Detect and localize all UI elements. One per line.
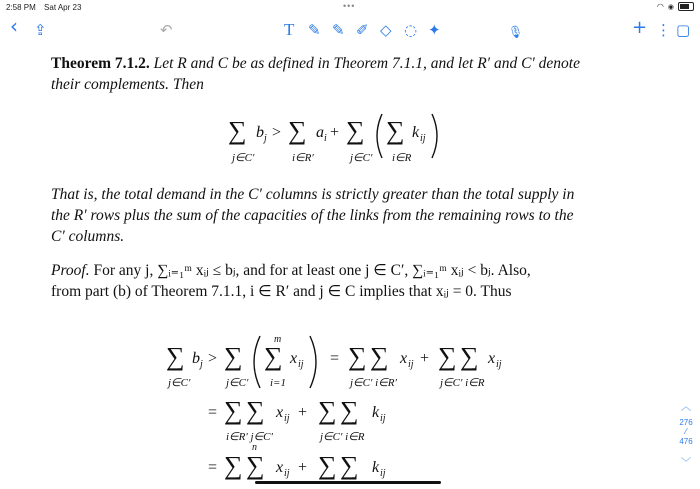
math-term: x	[488, 350, 496, 367]
theorem-inequality	[222, 106, 462, 168]
math-term: x	[276, 459, 284, 476]
sum-symbol: ∑	[318, 396, 337, 425]
status-date: Sat Apr 23	[44, 3, 82, 12]
sum-symbol: ∑	[224, 451, 243, 480]
math-operator: =	[208, 459, 218, 476]
total-page-number: 476	[679, 437, 693, 446]
multitask-dots[interactable]: •••	[343, 1, 356, 11]
theorem-label: Theorem 7.1.2.	[51, 55, 150, 72]
highlighter-icon[interactable]: ✐	[356, 21, 369, 39]
sum-index: i∈R	[392, 152, 412, 164]
math-operator: +	[298, 404, 308, 421]
math-operator: =	[208, 404, 218, 421]
sum-index: j∈C′	[168, 377, 191, 389]
proof-line-1: For any j, ∑ᵢ₌₁ᵐ xᵢⱼ ≤ bⱼ, and for at least one j ∈ C′, ∑ᵢ₌₁ᵐ xᵢⱼ < bⱼ. Also,	[89, 262, 531, 279]
math-operator: +	[330, 124, 340, 141]
math-subscript: ij	[408, 359, 414, 370]
sum-symbol: ∑	[224, 342, 243, 371]
sum-symbol: ∑	[460, 342, 479, 371]
math-operator: >	[208, 350, 218, 367]
text-tool-icon[interactable]: T	[284, 20, 295, 39]
pages-icon[interactable]: ▢	[676, 21, 691, 39]
sum-symbol: ∑	[346, 116, 365, 145]
sum-symbol: ∑	[340, 396, 359, 425]
math-subscript: ij	[420, 133, 426, 144]
right-paren	[432, 114, 437, 158]
wifi-icon: ◠	[656, 2, 664, 11]
sum-index: j∈C′	[350, 152, 373, 164]
home-indicator[interactable]	[255, 481, 441, 484]
document-page	[0, 48, 700, 489]
undo-icon[interactable]: ↶	[160, 21, 173, 39]
sum-index: i∈R′	[292, 152, 314, 164]
math-subscript: ij	[380, 468, 386, 479]
math-term: b	[192, 350, 200, 367]
math-term: k	[372, 459, 380, 476]
sum-index: j∈C′ i∈R	[440, 377, 485, 389]
math-term: k	[372, 404, 380, 421]
eraser-icon[interactable]: ◇	[380, 21, 392, 39]
proof-line-2: from part (b) of Theorem 7.1.1, i ∈ R′ and j ∈ C implies that xᵢⱼ = 0. Thus	[51, 283, 512, 300]
page-divider-icon: ⁄	[685, 427, 687, 436]
sum-symbol: ∑	[166, 342, 185, 371]
math-operator: +	[420, 350, 430, 367]
math-subscript: j	[264, 133, 267, 144]
math-term: x	[290, 350, 298, 367]
math-term: x	[276, 404, 284, 421]
status-left	[6, 3, 87, 12]
sum-symbol: ∑	[246, 396, 265, 425]
add-icon[interactable]: +	[632, 17, 648, 38]
sum-symbol: ∑	[264, 342, 283, 371]
that-is-line-1: That is, the total demand in the C′ columns is strictly greater than the total supply in	[51, 186, 575, 203]
math-operator: >	[272, 124, 282, 141]
sum-symbol: ∑	[318, 451, 337, 480]
sum-symbol: ∑	[348, 342, 367, 371]
status-bar	[0, 0, 700, 14]
scroll-down-icon[interactable]: ﹀	[681, 458, 691, 469]
right-paren	[310, 336, 316, 388]
shapes-icon[interactable]: ✦	[428, 21, 441, 39]
sum-symbol: ∑	[386, 116, 405, 145]
left-paren	[377, 114, 382, 158]
current-page-number: 276	[679, 418, 693, 427]
sum-symbol: ∑	[370, 342, 389, 371]
theorem-line-2: their complements. Then	[51, 76, 204, 93]
that-is-line-3: C′ columns.	[51, 228, 125, 245]
theorem-paragraph	[51, 53, 631, 95]
math-term: b	[256, 124, 264, 141]
math-operator: +	[298, 459, 308, 476]
that-is-line-2: the R′ rows plus the sum of the capacities of the links from the remaining rows to the	[51, 207, 574, 224]
sum-index: j∈C′ i∈R	[320, 431, 365, 443]
lasso-icon[interactable]: ◌	[404, 21, 418, 39]
sum-symbol: ∑	[288, 116, 307, 145]
math-operator: =	[330, 350, 340, 367]
pencil-icon[interactable]: ✎	[332, 21, 345, 39]
math-subscript: ij	[380, 413, 386, 424]
sum-symbol: ∑	[224, 396, 243, 425]
sum-index: j∈C′ i∈R′	[350, 377, 397, 389]
math-term: a	[316, 124, 324, 141]
sum-index: i∈R′ j∈C′	[226, 431, 273, 443]
sum-symbol: ∑	[246, 451, 265, 480]
math-subscript: ij	[496, 359, 502, 370]
math-term: x	[400, 350, 408, 367]
sum-upper-limit: m	[274, 334, 282, 345]
sum-index: j∈C′	[226, 377, 249, 389]
sum-index: j∈C′	[232, 152, 255, 164]
sum-index: i=1	[270, 377, 286, 389]
left-paren	[254, 336, 260, 388]
that-is-paragraph	[51, 184, 631, 247]
share-icon[interactable]: ⇪	[34, 21, 47, 39]
math-subscript: ij	[298, 359, 304, 370]
theorem-line-1: Let R and C be as defined in Theorem 7.1.1, and let R′ and C′ denote	[149, 55, 580, 72]
math-term: k	[412, 124, 420, 141]
proof-paragraph	[51, 260, 631, 302]
proof-derivation	[160, 332, 530, 488]
menu-icon[interactable]: ⋮	[656, 21, 671, 39]
status-time: 2:58 PM	[6, 3, 36, 12]
location-icon: ◉	[667, 3, 674, 11]
sum-upper-limit: n	[252, 442, 257, 453]
sum-symbol: ∑	[438, 342, 457, 371]
sum-symbol: ∑	[228, 116, 247, 145]
back-icon[interactable]: ‹	[10, 14, 18, 38]
scroll-up-icon[interactable]: ︿	[681, 402, 691, 413]
sum-symbol: ∑	[340, 451, 359, 480]
math-subscript: ij	[284, 413, 290, 424]
math-subscript: j	[200, 359, 203, 370]
math-subscript: ij	[284, 468, 290, 479]
proof-label: Proof.	[51, 262, 90, 279]
battery-icon	[678, 2, 694, 11]
pen-icon[interactable]: ✎	[308, 21, 321, 39]
toolbar	[0, 16, 700, 46]
microphone-icon[interactable]: 🎙	[508, 25, 524, 39]
status-right	[657, 2, 694, 11]
math-subscript: i	[324, 133, 327, 144]
